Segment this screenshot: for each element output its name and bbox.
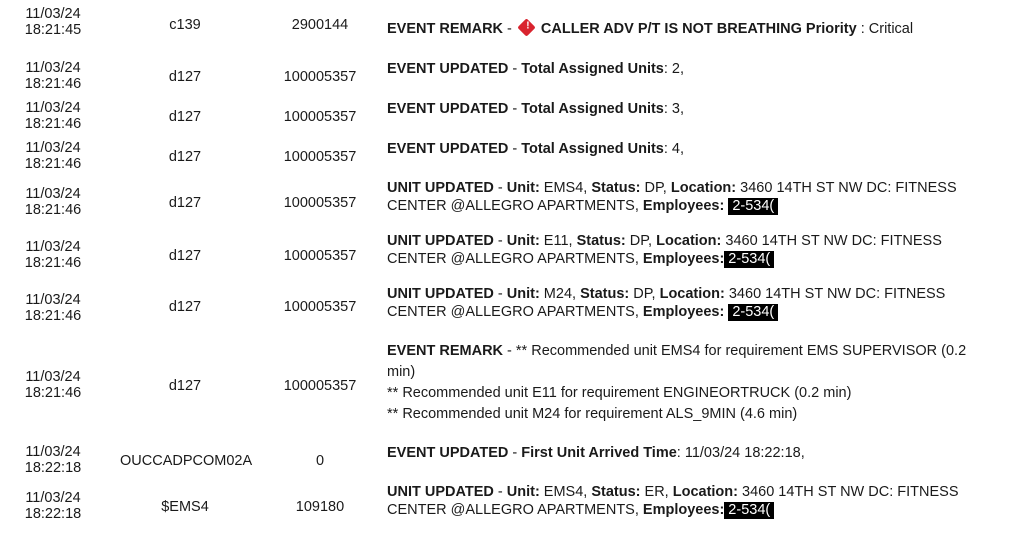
row-number: 100005357 [283, 149, 357, 165]
field-label: Total Assigned Units [521, 101, 664, 117]
status-label: Status: [587, 484, 641, 500]
location-value: 3460 14TH ST NW DC: FITNESS [736, 180, 957, 196]
unit-label: Unit: [506, 180, 540, 196]
event-type: EVENT UPDATED [387, 61, 509, 77]
row-datetime [8, 6, 98, 38]
event-type: EVENT UPDATED [387, 141, 509, 157]
row-date: 11/03/24 [25, 6, 81, 22]
row-time: 18:21:45 [24, 22, 82, 38]
separator: - [503, 343, 516, 359]
field-value: : 4, [663, 141, 685, 157]
remark-line-wrap: min) [387, 364, 416, 380]
field-label: First Unit Arrived Time [521, 445, 677, 461]
unit-value: EMS4, [539, 180, 588, 196]
status-value: ER, [640, 484, 669, 500]
row-datetime [8, 239, 98, 271]
row-time: 18:21:46 [24, 76, 82, 92]
row-time: 18:21:46 [24, 116, 82, 132]
row-date: 11/03/24 [25, 444, 81, 460]
remark-text: CALLER ADV P/T IS NOT BREATHING [540, 21, 802, 37]
row-date: 11/03/24 [25, 140, 81, 156]
status-label: Status: [587, 180, 641, 196]
row-number: 100005357 [283, 248, 357, 264]
unit-value: EMS4, [539, 484, 588, 500]
row-user: c139 [169, 17, 201, 33]
row-description [387, 444, 1007, 462]
row-number: 2900144 [291, 17, 349, 33]
location-value-cont: CENTER @ALLEGRO APARTMENTS, [387, 304, 639, 320]
status-label: Status: [576, 286, 630, 302]
row-number: 100005357 [283, 69, 357, 85]
employees-label: Employees: [638, 502, 725, 518]
row-time: 18:21:46 [24, 255, 82, 271]
status-value: DP, [629, 286, 656, 302]
row-number: 100005357 [283, 195, 357, 211]
unit-label: Unit: [506, 484, 540, 500]
status-label: Status: [572, 233, 626, 249]
row-datetime [8, 444, 98, 476]
row-date: 11/03/24 [25, 239, 81, 255]
row-description [387, 60, 1007, 78]
row-description [387, 483, 1007, 519]
row-number: 100005357 [283, 109, 357, 125]
separator: - [508, 61, 522, 77]
row-number: 100005357 [283, 378, 357, 394]
row-datetime [8, 369, 98, 401]
separator: - [493, 180, 507, 196]
row-time: 18:22:18 [24, 460, 82, 476]
location-value: 3460 14TH ST NW DC: FITNESS [737, 484, 959, 500]
remark-line: ** Recommended unit EMS4 for requirement EMS SUPERVISOR (0.2 [515, 343, 967, 359]
row-datetime [8, 490, 98, 522]
unit-value: M24, [539, 286, 577, 302]
field-value: : 2, [663, 61, 685, 77]
employees-label: Employees: [638, 198, 725, 214]
alert-icon: ! [517, 18, 535, 36]
event-type: EVENT REMARK [387, 21, 504, 37]
row-user: $EMS4 [161, 499, 209, 515]
employees-value-redacted: 2-534( [728, 304, 778, 321]
row-number: 100005357 [283, 299, 357, 315]
row-user: d127 [168, 378, 202, 394]
row-datetime [8, 140, 98, 172]
location-label: Location: [655, 286, 725, 302]
separator: - [508, 445, 522, 461]
row-number: 0 [315, 453, 325, 469]
row-time: 18:21:46 [24, 156, 82, 172]
row-time: 18:21:46 [24, 308, 82, 324]
employees-value-redacted: 2-534( [728, 198, 778, 215]
row-date: 11/03/24 [25, 369, 81, 385]
row-description [387, 140, 1007, 158]
separator: - [508, 141, 522, 157]
row-date: 11/03/24 [25, 490, 81, 506]
employees-label: Employees: [638, 251, 725, 267]
field-label: Total Assigned Units [521, 141, 664, 157]
priority-label: Priority [801, 21, 857, 37]
unit-label: Unit: [506, 286, 540, 302]
row-description [387, 232, 1007, 268]
row-number: 109180 [295, 499, 345, 515]
event-type: EVENT REMARK [387, 343, 504, 359]
row-description [387, 100, 1007, 118]
row-user: OUCCADPCOM02A [120, 453, 253, 469]
employees-value-redacted: 2-534( [724, 502, 774, 519]
row-time: 18:22:18 [24, 506, 82, 522]
location-value-cont: CENTER @ALLEGRO APARTMENTS, [387, 198, 639, 214]
remark-line: ** Recommended unit M24 for requirement ALS_9MIN (4.6 min) [387, 406, 798, 422]
row-datetime [8, 186, 98, 218]
event-type: UNIT UPDATED [387, 484, 494, 500]
row-user: d127 [168, 109, 202, 125]
separator: - [508, 101, 522, 117]
location-value-cont: CENTER @ALLEGRO APARTMENTS, [387, 502, 639, 518]
row-datetime [8, 100, 98, 132]
status-value: DP, [625, 233, 653, 249]
separator: - [503, 21, 516, 37]
separator: - [493, 233, 507, 249]
field-value: : 3, [663, 101, 685, 117]
location-label: Location: [668, 484, 738, 500]
location-label: Location: [666, 180, 737, 196]
priority-value: : Critical [856, 21, 914, 37]
remark-line: ** Recommended unit E11 for requirement ENGINEORTRUCK (0.2 min) [387, 385, 852, 401]
row-date: 11/03/24 [25, 292, 81, 308]
location-label: Location: [652, 233, 722, 249]
employees-value-redacted: 2-534( [724, 251, 774, 268]
location-value: 3460 14TH ST NW DC: FITNESS [724, 286, 946, 302]
row-time: 18:21:46 [24, 385, 82, 401]
row-user: d127 [168, 299, 202, 315]
location-value: 3460 14TH ST NW DC: FITNESS [721, 233, 942, 249]
row-date: 11/03/24 [25, 60, 81, 76]
row-user: d127 [168, 69, 202, 85]
field-label: Total Assigned Units [521, 61, 664, 77]
status-value: DP, [640, 180, 667, 196]
row-description [387, 285, 1007, 321]
event-type: EVENT UPDATED [387, 101, 509, 117]
row-time: 18:21:46 [24, 202, 82, 218]
field-value: : 11/03/24 18:22:18, [676, 445, 805, 461]
separator: - [493, 286, 507, 302]
row-date: 11/03/24 [25, 186, 81, 202]
row-user: d127 [168, 195, 202, 211]
separator: - [493, 484, 507, 500]
row-user: d127 [168, 248, 202, 264]
row-datetime [8, 292, 98, 324]
event-type: UNIT UPDATED [387, 180, 494, 196]
location-value-cont: CENTER @ALLEGRO APARTMENTS, [387, 251, 639, 267]
unit-label: Unit: [506, 233, 540, 249]
event-type: UNIT UPDATED [387, 233, 494, 249]
row-description [387, 179, 1007, 215]
event-type: UNIT UPDATED [387, 286, 494, 302]
employees-label: Employees: [638, 304, 725, 320]
unit-value: E11, [539, 233, 573, 249]
row-user: d127 [168, 149, 202, 165]
row-description [387, 341, 1007, 425]
event-type: EVENT UPDATED [387, 445, 509, 461]
row-date: 11/03/24 [25, 100, 81, 116]
row-datetime [8, 60, 98, 92]
row-description [387, 20, 1007, 38]
